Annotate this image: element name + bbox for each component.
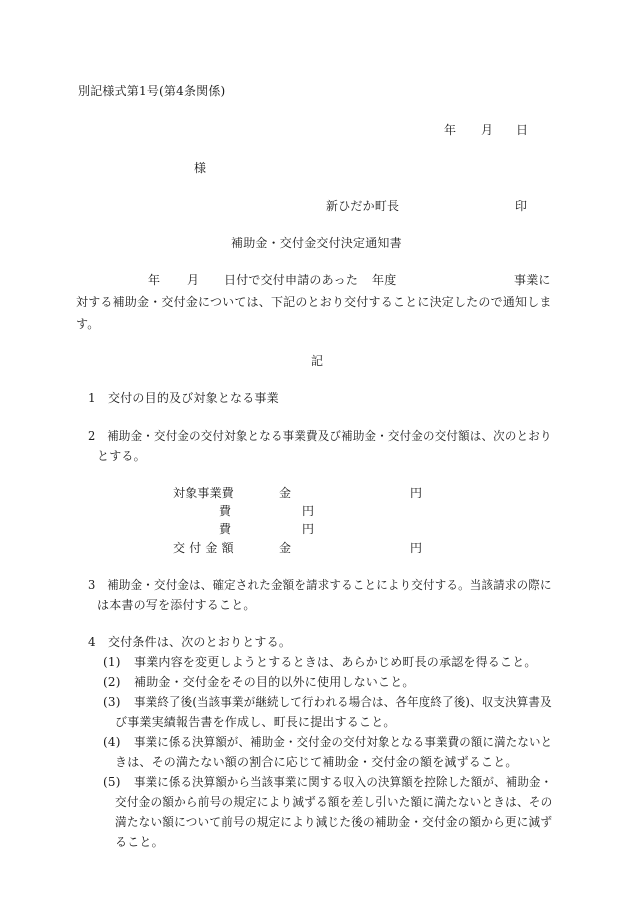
addressee-suffix: 様 [194,161,207,175]
condition-4-line-1: 事業に係る決算額が、補助金・交付金の交付対象となる事業費の額に満たないと [134,735,553,749]
amount-row-1-label: 対象事業費 [173,486,235,500]
condition-5-line-3: 満たない額について前号の規定により減じた後の補助金・交付金の額から更に減ず [115,815,553,829]
condition-5-line-4: ること。 [115,835,164,849]
sender-name: 新ひだか町長 [326,199,400,213]
date-year: 年 [444,123,457,137]
document-title: 補助金・交付金交付決定通知書 [231,236,402,250]
condition-4-number: (4) [103,735,121,749]
item-3-line-1: 3 補助金・交付金は、確定された金額を請求することにより交付する。当該請求の際に [88,578,552,592]
condition-1-number: (1) [103,655,121,669]
amount-row-1-yen: 円 [410,486,423,500]
condition-5-number: (5) [103,775,121,789]
intro-line-3: す。 [76,317,100,331]
ki-label: 記 [311,354,324,368]
amount-row-4-yen: 円 [410,541,423,555]
intro-month: 月 [187,273,200,287]
intro-line-2: 対する補助金・交付金については、下記のとおり交付することに決定したので通知しま [76,295,552,309]
intro-year: 年 [148,273,161,287]
condition-5-line-2: 交付金の額から前号の規定により減ずる額を差し引いた額に満たないときは、その [115,795,553,809]
seal-mark: 印 [515,199,528,213]
intro-fiscal-year: 年度 [372,273,397,287]
condition-1-line-1: 事業内容を変更しようとするときは、あらかじめ町長の承認を得ること。 [134,655,537,669]
condition-2-line-1: 補助金・交付金をその目的以外に使用しないこと。 [134,675,415,689]
intro-project-suffix: 事業に [514,273,551,287]
item-4: 4 交付条件は、次のとおりとする。 [88,635,292,649]
amount-row-4-label: 交 付 金 額 [173,541,234,555]
condition-3-line-1: 事業終了後(当該事業が継続して行われる場合は、各年度終了後)、収支決算書及 [134,695,552,709]
form-label: 別記様式第1号(第4条関係) [78,84,226,98]
amount-row-4-kin: 金 [279,541,292,555]
amount-row-1-kin: 金 [279,486,292,500]
condition-3-number: (3) [103,695,121,709]
condition-2-number: (2) [103,675,121,689]
item-1: 1 交付の目的及び対象となる事業 [88,391,279,405]
amount-row-3-yen: 円 [302,522,315,536]
date-month: 月 [481,123,494,137]
amount-row-2-yen: 円 [302,504,315,518]
item-3-line-2: は本書の写を添付すること。 [97,598,256,612]
amount-row-3-label: 費 [219,522,232,536]
condition-4-line-2: きは、その満たない額の割合に応じて補助金・交付金の額を減ずること。 [115,755,518,769]
amount-row-2-label: 費 [219,504,232,518]
intro-day-text: 日付で交付申請のあった [224,273,359,287]
condition-5-line-1: 事業に係る決算額から当該事業に関する収入の決算額を控除した額が、補助金・ [134,775,553,789]
item-2-line-1: 2 補助金・交付金の交付対象となる事業費及び補助金・交付金の交付額は、次のとおり [88,429,552,443]
date-day: 日 [516,123,529,137]
item-2-line-2: とする。 [97,449,146,463]
condition-3-line-2: び事業実績報告書を作成し、町長に提出すること。 [115,715,396,729]
